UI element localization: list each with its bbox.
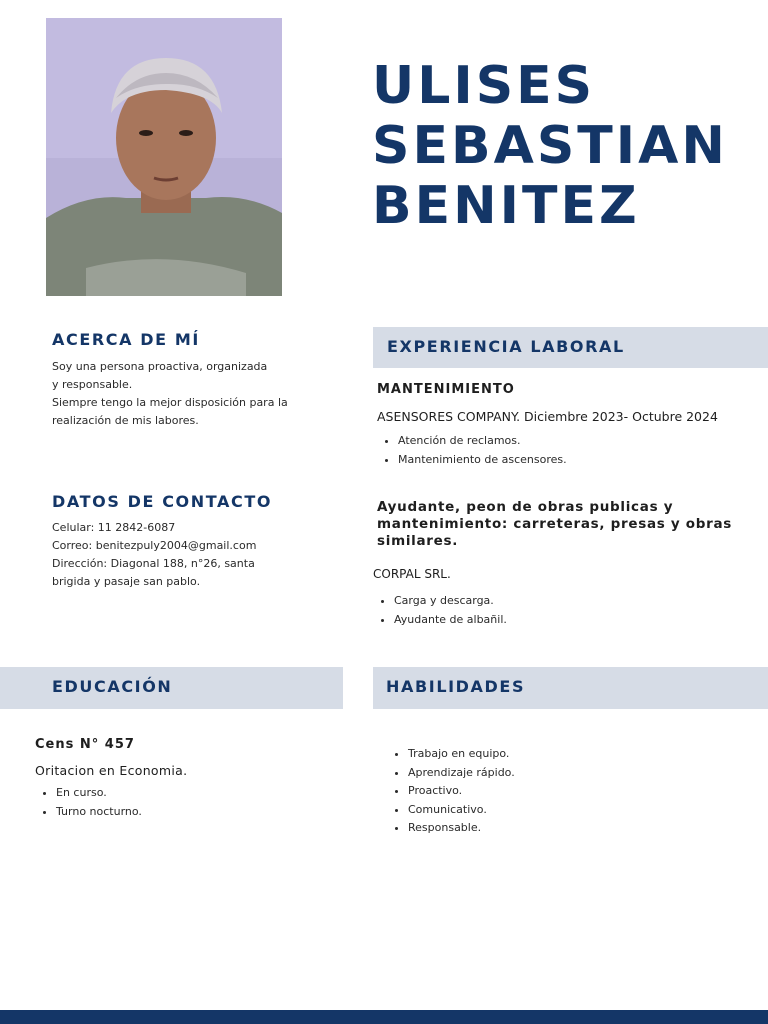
list-item: • Atención de reclamos. (398, 432, 758, 451)
contact-phone: Celular: 11 2842-6087 (52, 521, 176, 534)
about-line: realización de mis labores. (52, 414, 199, 427)
name-line-3: BENITEZ (372, 176, 640, 236)
list-item: • Ayudante de albañil. (394, 611, 754, 630)
contact-title: DATOS DE CONTACTO (52, 492, 273, 511)
contact-address-line: Dirección: Diagonal 188, n°26, santa (52, 557, 255, 570)
about-text (52, 358, 332, 430)
education-title: EDUCACIÓN (52, 677, 173, 696)
contact-info (52, 519, 332, 591)
job-role: MANTENIMIENTO (377, 382, 515, 397)
list-item: • Trabajo en equipo. (408, 745, 748, 764)
about-line: y responsable. (52, 378, 133, 391)
list-item: • Carga y descarga. (394, 592, 754, 611)
job-tasks (377, 432, 758, 469)
about-line: Soy una persona proactiva, organizada (52, 360, 268, 373)
job-role-line: similares. (377, 533, 459, 549)
skills-list (387, 745, 748, 838)
list-item: • Responsable. (408, 819, 748, 838)
list-item: • Proactivo. (408, 782, 748, 801)
list-item: • Mantenimiento de ascensores. (398, 451, 758, 470)
experience-title: EXPERIENCIA LABORAL (387, 337, 625, 356)
skills-title: HABILIDADES (386, 677, 526, 696)
list-item: • Aprendizaje rápido. (408, 764, 748, 783)
job-role (377, 499, 747, 550)
list-item: • En curso. (56, 784, 336, 803)
school-orientation: Oritacion en Economia. (35, 763, 188, 778)
name-line-1: ULISES (372, 56, 596, 116)
name-line-2: SEBASTIAN (372, 116, 728, 176)
job-company: ASENSORES COMPANY. Diciembre 2023- Octubre 2024 (377, 409, 718, 424)
about-line: Siempre tengo la mejor disposición para la (52, 396, 288, 409)
full-name (372, 56, 752, 236)
contact-email: Correo: benitezpuly2004@gmail.com (52, 539, 257, 552)
job-role-line: Ayudante, peon de obras publicas y (377, 499, 674, 515)
school-name: Cens N° 457 (35, 737, 135, 752)
job-tasks (373, 592, 754, 629)
contact-address-line: brigida y pasaje san pablo. (52, 575, 201, 588)
education-items (35, 784, 336, 821)
about-title: ACERCA DE MÍ (52, 330, 200, 349)
list-item: • Turno nocturno. (56, 803, 336, 822)
footer-bar (0, 1010, 768, 1024)
job-role-line: mantenimiento: carreteras, presas y obras (377, 516, 733, 532)
profile-photo (46, 18, 282, 296)
job-company: CORPAL SRL. (373, 567, 451, 581)
list-item: • Comunicativo. (408, 801, 748, 820)
